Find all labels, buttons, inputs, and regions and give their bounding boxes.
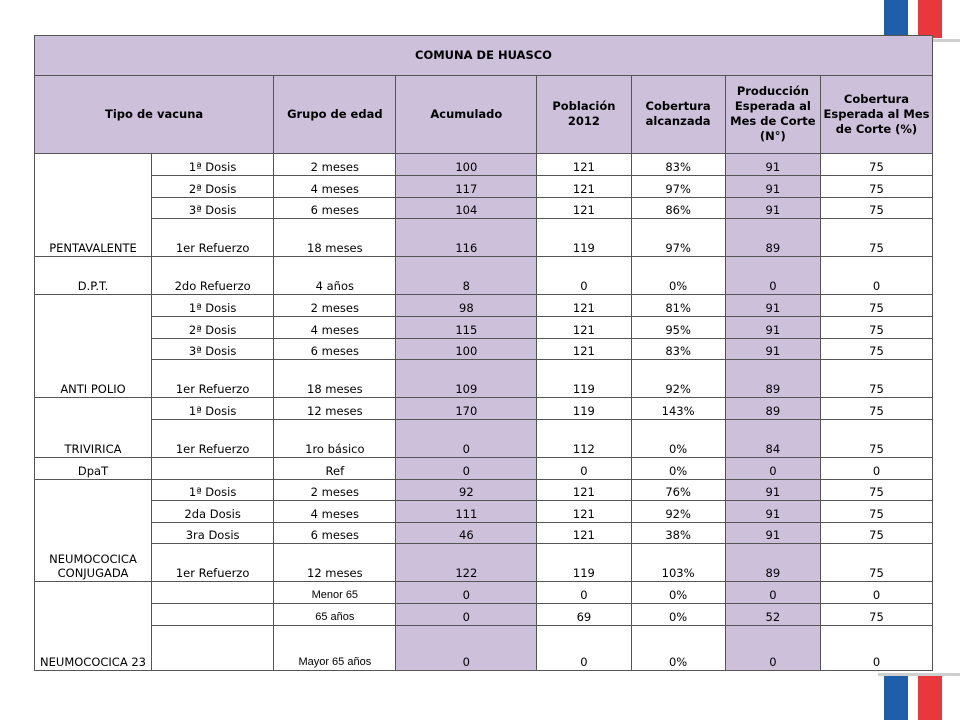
produccion-cell: 89: [725, 360, 820, 398]
produccion-cell: 91: [725, 338, 820, 360]
esperada-cell: 75: [821, 175, 933, 197]
cobertura-cell: 0%: [631, 419, 725, 457]
header-poblacion: Población 2012: [537, 76, 631, 154]
esperada-cell: 75: [821, 544, 933, 582]
esperada-cell: 75: [821, 398, 933, 420]
grupo-cell: 18 meses: [274, 360, 396, 398]
esperada-cell: 75: [821, 360, 933, 398]
grupo-cell: Ref: [274, 457, 396, 479]
poblacion-cell: 0: [537, 457, 631, 479]
vaccine-name: D.P.T.: [35, 257, 152, 295]
dosis-cell: [152, 457, 274, 479]
cobertura-cell: 76%: [631, 479, 725, 501]
produccion-cell: 0: [725, 582, 820, 604]
dosis-cell: [152, 582, 274, 604]
esperada-cell: 0: [821, 257, 933, 295]
table-row: [35, 457, 933, 479]
esperada-cell: 0: [821, 457, 933, 479]
acumulado-cell: 0: [396, 457, 537, 479]
dosis-cell: 1ª Dosis: [152, 479, 274, 501]
table-row: [35, 625, 933, 670]
acumulado-cell: 104: [396, 197, 537, 219]
esperada-cell: 75: [821, 522, 933, 544]
table-row: [35, 219, 933, 257]
poblacion-cell: 119: [537, 219, 631, 257]
acumulado-cell: 8: [396, 257, 537, 295]
produccion-cell: 0: [725, 257, 820, 295]
grupo-cell: 6 meses: [274, 197, 396, 219]
acumulado-cell: 0: [396, 582, 537, 604]
dosis-cell: [152, 625, 274, 670]
poblacion-cell: 121: [537, 197, 631, 219]
table-row: [35, 604, 933, 626]
cobertura-cell: 95%: [631, 316, 725, 338]
cobertura-cell: 83%: [631, 154, 725, 176]
cobertura-cell: 38%: [631, 522, 725, 544]
produccion-cell: 91: [725, 316, 820, 338]
dosis-cell: 2do Refuerzo: [152, 257, 274, 295]
produccion-cell: 89: [725, 398, 820, 420]
cobertura-cell: 0%: [631, 604, 725, 626]
produccion-cell: 91: [725, 197, 820, 219]
grupo-cell: 6 meses: [274, 338, 396, 360]
produccion-cell: 89: [725, 544, 820, 582]
table-row: [35, 257, 933, 295]
esperada-cell: 75: [821, 154, 933, 176]
produccion-cell: 0: [725, 457, 820, 479]
acumulado-cell: 92: [396, 479, 537, 501]
acumulado-cell: 115: [396, 316, 537, 338]
cobertura-cell: 86%: [631, 197, 725, 219]
produccion-cell: 91: [725, 522, 820, 544]
poblacion-cell: 119: [537, 360, 631, 398]
vaccine-name: DpaT: [35, 457, 152, 479]
poblacion-cell: 121: [537, 175, 631, 197]
esperada-cell: 75: [821, 479, 933, 501]
table-row: [35, 522, 933, 544]
header-tipo-vacuna: Tipo de vacuna: [35, 76, 274, 154]
acumulado-cell: 0: [396, 625, 537, 670]
poblacion-cell: 121: [537, 316, 631, 338]
esperada-cell: 75: [821, 197, 933, 219]
dosis-cell: 2ª Dosis: [152, 175, 274, 197]
produccion-cell: 89: [725, 219, 820, 257]
dosis-cell: 1er Refuerzo: [152, 219, 274, 257]
produccion-cell: 91: [725, 501, 820, 523]
flag-blue-bottom: [884, 676, 908, 720]
table-row: [35, 338, 933, 360]
grupo-cell: 12 meses: [274, 544, 396, 582]
cobertura-cell: 92%: [631, 501, 725, 523]
cobertura-cell: 0%: [631, 582, 725, 604]
poblacion-cell: 0: [537, 625, 631, 670]
flag-shadow-bottom: [878, 673, 960, 676]
esperada-cell: 75: [821, 419, 933, 457]
acumulado-cell: 117: [396, 175, 537, 197]
cobertura-cell: 0%: [631, 457, 725, 479]
grupo-cell: 2 meses: [274, 295, 396, 317]
acumulado-cell: 109: [396, 360, 537, 398]
vaccine-name: NEUMOCOCICA 23: [35, 582, 152, 671]
acumulado-cell: 116: [396, 219, 537, 257]
table-row: [35, 582, 933, 604]
grupo-cell: 6 meses: [274, 522, 396, 544]
produccion-cell: 0: [725, 625, 820, 670]
table-row: [35, 419, 933, 457]
header-produccion: Producción Esperada al Mes de Corte (N°): [725, 76, 820, 154]
poblacion-cell: 0: [537, 582, 631, 604]
poblacion-cell: 121: [537, 295, 631, 317]
table-row: [35, 479, 933, 501]
cobertura-cell: 143%: [631, 398, 725, 420]
dosis-cell: 1er Refuerzo: [152, 544, 274, 582]
header-grupo-edad: Grupo de edad: [274, 76, 396, 154]
poblacion-cell: 121: [537, 154, 631, 176]
produccion-cell: 91: [725, 175, 820, 197]
acumulado-cell: 0: [396, 604, 537, 626]
dosis-cell: 1ª Dosis: [152, 398, 274, 420]
dosis-cell: 1ª Dosis: [152, 154, 274, 176]
table-row: [35, 398, 933, 420]
dosis-cell: 2da Dosis: [152, 501, 274, 523]
dosis-cell: [152, 604, 274, 626]
acumulado-cell: 100: [396, 154, 537, 176]
poblacion-cell: 69: [537, 604, 631, 626]
poblacion-cell: 119: [537, 544, 631, 582]
dosis-cell: 2ª Dosis: [152, 316, 274, 338]
dosis-cell: 3ª Dosis: [152, 338, 274, 360]
table-row: [35, 295, 933, 317]
produccion-cell: 84: [725, 419, 820, 457]
cobertura-cell: 81%: [631, 295, 725, 317]
flag-red-top: [918, 0, 942, 38]
vaccine-name: ANTI POLIO: [35, 295, 152, 398]
cobertura-cell: 83%: [631, 338, 725, 360]
table-row: [35, 360, 933, 398]
acumulado-cell: 122: [396, 544, 537, 582]
header-cobertura: Cobertura alcanzada: [631, 76, 725, 154]
grupo-cell: Menor 65: [274, 582, 396, 604]
esperada-cell: 75: [821, 501, 933, 523]
header-cobertura-esperada: Cobertura Esperada al Mes de Corte (%): [821, 76, 933, 154]
grupo-cell: 4 años: [274, 257, 396, 295]
table-row: [35, 197, 933, 219]
esperada-cell: 75: [821, 338, 933, 360]
flag-red-bottom: [918, 676, 942, 720]
cobertura-cell: 0%: [631, 625, 725, 670]
esperada-cell: 75: [821, 219, 933, 257]
cobertura-cell: 97%: [631, 219, 725, 257]
grupo-cell: 4 meses: [274, 175, 396, 197]
poblacion-cell: 112: [537, 419, 631, 457]
esperada-cell: 75: [821, 295, 933, 317]
acumulado-cell: 111: [396, 501, 537, 523]
esperada-cell: 0: [821, 582, 933, 604]
dosis-cell: 3ª Dosis: [152, 197, 274, 219]
dosis-cell: 1ª Dosis: [152, 295, 274, 317]
produccion-cell: 91: [725, 479, 820, 501]
acumulado-cell: 170: [396, 398, 537, 420]
grupo-cell: 4 meses: [274, 501, 396, 523]
table-row: [35, 501, 933, 523]
table-row: [35, 544, 933, 582]
dosis-cell: 3ra Dosis: [152, 522, 274, 544]
cobertura-cell: 103%: [631, 544, 725, 582]
table-row: [35, 154, 933, 176]
poblacion-cell: 121: [537, 479, 631, 501]
grupo-cell: 2 meses: [274, 154, 396, 176]
produccion-cell: 91: [725, 154, 820, 176]
table-title: COMUNA DE HUASCO: [35, 36, 933, 76]
acumulado-cell: 0: [396, 419, 537, 457]
table-row: [35, 316, 933, 338]
dosis-cell: 1er Refuerzo: [152, 419, 274, 457]
poblacion-cell: 121: [537, 522, 631, 544]
poblacion-cell: 121: [537, 501, 631, 523]
grupo-cell: 4 meses: [274, 316, 396, 338]
dosis-cell: 1er Refuerzo: [152, 360, 274, 398]
acumulado-cell: 98: [396, 295, 537, 317]
grupo-cell: 65 años: [274, 604, 396, 626]
grupo-cell: 1ro básico: [274, 419, 396, 457]
cobertura-cell: 92%: [631, 360, 725, 398]
grupo-cell: Mayor 65 años: [274, 625, 396, 670]
esperada-cell: 75: [821, 316, 933, 338]
cobertura-cell: 97%: [631, 175, 725, 197]
poblacion-cell: 121: [537, 338, 631, 360]
vaccination-table: [34, 35, 933, 671]
header-acumulado: Acumulado: [396, 76, 537, 154]
grupo-cell: 18 meses: [274, 219, 396, 257]
vaccine-name: TRIVIRICA: [35, 398, 152, 458]
flag-blue-top: [884, 0, 908, 38]
acumulado-cell: 100: [396, 338, 537, 360]
esperada-cell: 75: [821, 604, 933, 626]
poblacion-cell: 0: [537, 257, 631, 295]
esperada-cell: 0: [821, 625, 933, 670]
produccion-cell: 52: [725, 604, 820, 626]
acumulado-cell: 46: [396, 522, 537, 544]
vaccine-name: NEUMOCOCICA CONJUGADA: [35, 479, 152, 582]
table-row: [35, 175, 933, 197]
cobertura-cell: 0%: [631, 257, 725, 295]
vaccine-name: PENTAVALENTE: [35, 154, 152, 257]
grupo-cell: 2 meses: [274, 479, 396, 501]
poblacion-cell: 119: [537, 398, 631, 420]
grupo-cell: 12 meses: [274, 398, 396, 420]
produccion-cell: 91: [725, 295, 820, 317]
